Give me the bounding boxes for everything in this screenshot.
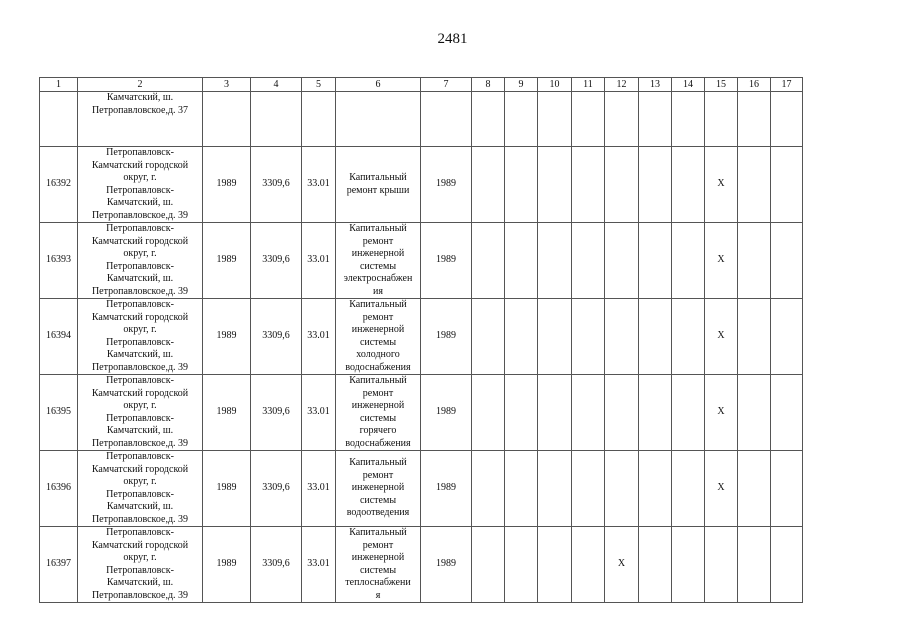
year-planned-cell: 1989 — [421, 527, 472, 603]
page-number: 2481 — [437, 31, 468, 47]
column-number: 6 — [336, 78, 421, 92]
table-cell — [472, 92, 505, 147]
mark-cell-15: X — [705, 299, 738, 375]
table-cell — [505, 527, 538, 603]
record-id-cell: 16392 — [40, 147, 78, 223]
table-cell — [472, 223, 505, 299]
year-planned-cell: 1989 — [421, 299, 472, 375]
area-cell: 3309,6 — [251, 147, 302, 223]
table-cell — [572, 147, 605, 223]
mark-cell-12 — [605, 299, 639, 375]
table-row — [40, 451, 803, 527]
area-cell: 3309,6 — [251, 375, 302, 451]
year-cell: 1989 — [203, 527, 251, 603]
work-type-cell: Капитальный ремонт инженерной системы водоотведения — [336, 451, 421, 527]
table-cell — [203, 92, 251, 147]
table-cell — [472, 375, 505, 451]
mark-cell-12: X — [605, 527, 639, 603]
year-planned-cell: 1989 — [421, 451, 472, 527]
table-cell — [538, 147, 572, 223]
work-type-cell: Капитальный ремонт крыши — [336, 147, 421, 223]
address-cell: Петропавловск- Камчатский городской округ, г. Петропавловск- Камчатский, ш. Петропавловское,д. 39 — [78, 375, 203, 451]
mark-cell-12 — [605, 147, 639, 223]
mark-cell-15: X — [705, 451, 738, 527]
table-row — [40, 375, 803, 451]
column-number: 16 — [738, 78, 771, 92]
address-cell: Камчатский, ш. Петропавловское,д. 37 — [78, 92, 203, 147]
work-type-cell: Капитальный ремонт инженерной системы холодного водоснабжения — [336, 299, 421, 375]
table-cell — [771, 147, 803, 223]
code-cell: 33.01 — [302, 299, 336, 375]
column-number: 17 — [771, 78, 803, 92]
table-cell — [572, 451, 605, 527]
repair-register-table — [39, 77, 803, 603]
work-type-cell: Капитальный ремонт инженерной системы горячего водоснабжения — [336, 375, 421, 451]
mark-cell-12 — [605, 451, 639, 527]
table-cell — [738, 451, 771, 527]
table-cell — [738, 147, 771, 223]
table-cell — [505, 147, 538, 223]
table-cell — [738, 527, 771, 603]
mark-cell-15: X — [705, 147, 738, 223]
address-cell: Петропавловск- Камчатский городской округ, г. Петропавловск- Камчатский, ш. Петропавловское,д. 39 — [78, 147, 203, 223]
table-cell — [40, 92, 78, 147]
code-cell: 33.01 — [302, 223, 336, 299]
column-number: 7 — [421, 78, 472, 92]
table-cell — [672, 527, 705, 603]
table-cell — [505, 92, 538, 147]
table-cell — [771, 527, 803, 603]
column-number: 11 — [572, 78, 605, 92]
address-cell: Петропавловск- Камчатский городской округ, г. Петропавловск- Камчатский, ш. Петропавловское,д. 39 — [78, 527, 203, 603]
table-cell — [639, 299, 672, 375]
record-id-cell: 16395 — [40, 375, 78, 451]
table-cell — [639, 223, 672, 299]
table-row — [40, 223, 803, 299]
column-number: 13 — [639, 78, 672, 92]
year-cell: 1989 — [203, 375, 251, 451]
table-cell — [672, 299, 705, 375]
column-number: 4 — [251, 78, 302, 92]
table-cell — [738, 299, 771, 375]
mark-cell-15: X — [705, 223, 738, 299]
area-cell: 3309,6 — [251, 299, 302, 375]
code-cell: 33.01 — [302, 375, 336, 451]
table-cell — [672, 451, 705, 527]
column-number: 15 — [705, 78, 738, 92]
table-cell — [421, 92, 472, 147]
mark-cell-15 — [705, 527, 738, 603]
table-cell — [672, 147, 705, 223]
table-cell — [472, 451, 505, 527]
table-cell — [738, 375, 771, 451]
code-cell: 33.01 — [302, 451, 336, 527]
table-cell — [538, 451, 572, 527]
table-cell — [251, 92, 302, 147]
year-cell: 1989 — [203, 147, 251, 223]
table-cell — [538, 223, 572, 299]
table-cell — [639, 451, 672, 527]
table-row — [40, 527, 803, 603]
column-number: 12 — [605, 78, 639, 92]
year-cell: 1989 — [203, 451, 251, 527]
column-number: 9 — [505, 78, 538, 92]
table-cell — [738, 92, 771, 147]
table-cell — [771, 299, 803, 375]
address-cell: Петропавловск- Камчатский городской округ, г. Петропавловск- Камчатский, ш. Петропавловское,д. 39 — [78, 299, 203, 375]
table-cell — [505, 299, 538, 375]
table-cell — [572, 223, 605, 299]
table-cell — [538, 527, 572, 603]
table-cell — [639, 375, 672, 451]
table-cell — [538, 299, 572, 375]
mark-cell-15: X — [705, 375, 738, 451]
table-cell — [672, 92, 705, 147]
record-id-cell: 16397 — [40, 527, 78, 603]
year-planned-cell: 1989 — [421, 147, 472, 223]
area-cell: 3309,6 — [251, 527, 302, 603]
record-id-cell: 16393 — [40, 223, 78, 299]
code-cell: 33.01 — [302, 147, 336, 223]
table-cell — [505, 451, 538, 527]
column-number: 14 — [672, 78, 705, 92]
column-number: 2 — [78, 78, 203, 92]
table-cell — [738, 223, 771, 299]
table-row — [40, 299, 803, 375]
table-cell — [472, 147, 505, 223]
record-id-cell: 16396 — [40, 451, 78, 527]
table-cell — [771, 375, 803, 451]
table-cell — [672, 223, 705, 299]
address-cell: Петропавловск- Камчатский городской округ, г. Петропавловск- Камчатский, ш. Петропавловское,д. 39 — [78, 451, 203, 527]
table-cell — [672, 375, 705, 451]
table-cell — [572, 527, 605, 603]
table-cell — [639, 92, 672, 147]
table-cell — [605, 92, 639, 147]
table-cell — [302, 92, 336, 147]
table-cell — [705, 92, 738, 147]
record-id-cell: 16394 — [40, 299, 78, 375]
area-cell: 3309,6 — [251, 223, 302, 299]
table-cell — [771, 223, 803, 299]
table-cell — [572, 375, 605, 451]
column-number: 1 — [40, 78, 78, 92]
year-planned-cell: 1989 — [421, 223, 472, 299]
table-cell — [771, 451, 803, 527]
table-cell — [771, 92, 803, 147]
table-cell — [639, 527, 672, 603]
table-cell — [336, 92, 421, 147]
work-type-cell: Капитальный ремонт инженерной системы электроснабжен ия — [336, 223, 421, 299]
continued-table-row — [40, 92, 803, 147]
table-cell — [505, 223, 538, 299]
table-cell — [538, 92, 572, 147]
table-cell — [472, 527, 505, 603]
column-number: 8 — [472, 78, 505, 92]
table-cell — [505, 375, 538, 451]
mark-cell-12 — [605, 223, 639, 299]
table-cell — [572, 92, 605, 147]
work-type-cell: Капитальный ремонт инженерной системы теплоснабжени я — [336, 527, 421, 603]
table-cell — [472, 299, 505, 375]
address-cell: Петропавловск- Камчатский городской округ, г. Петропавловск- Камчатский, ш. Петропавловское,д. 39 — [78, 223, 203, 299]
table-row — [40, 147, 803, 223]
table-cell — [572, 299, 605, 375]
column-number-header-row — [40, 78, 803, 92]
year-planned-cell: 1989 — [421, 375, 472, 451]
table-cell — [639, 147, 672, 223]
area-cell: 3309,6 — [251, 451, 302, 527]
code-cell: 33.01 — [302, 527, 336, 603]
year-cell: 1989 — [203, 223, 251, 299]
year-cell: 1989 — [203, 299, 251, 375]
mark-cell-12 — [605, 375, 639, 451]
table-cell — [538, 375, 572, 451]
column-number: 5 — [302, 78, 336, 92]
column-number: 3 — [203, 78, 251, 92]
column-number: 10 — [538, 78, 572, 92]
